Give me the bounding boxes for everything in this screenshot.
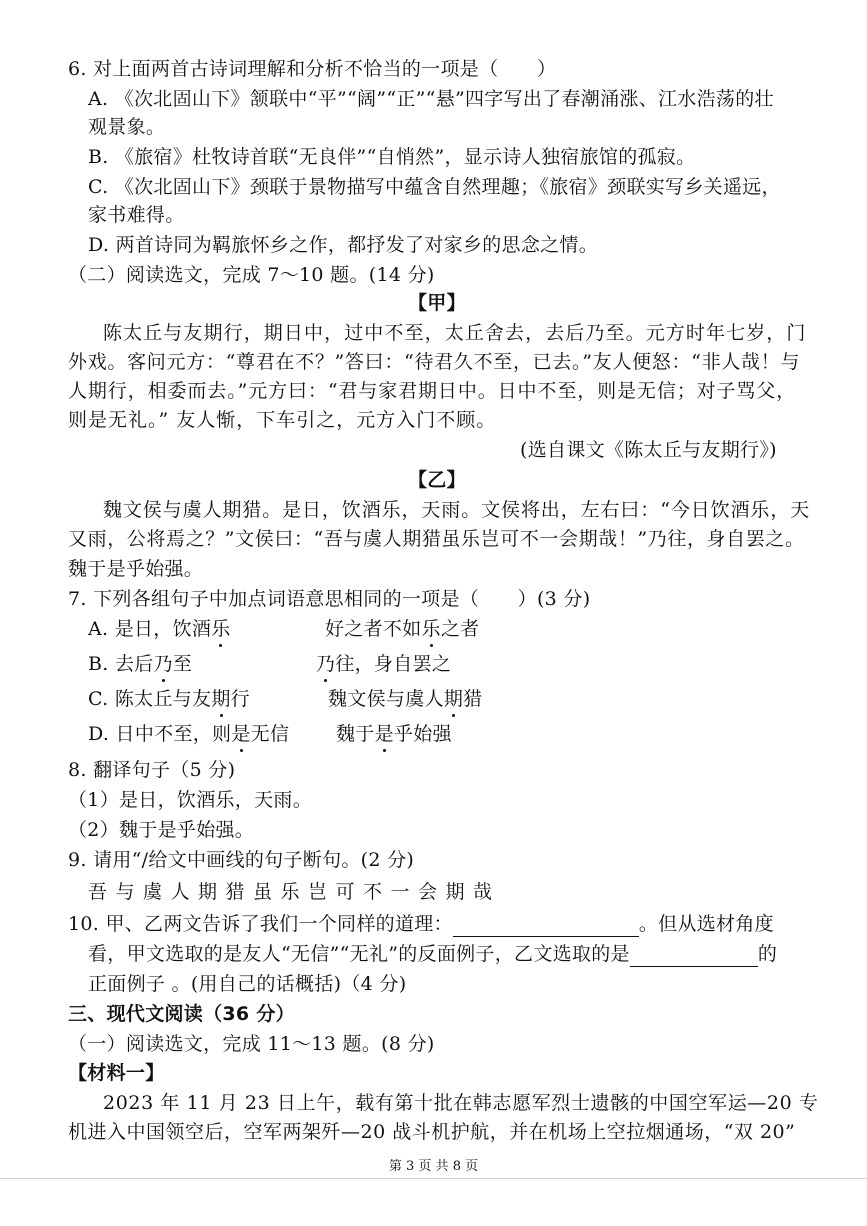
material-1-line1: 2023 年 11 月 23 日上午，载有第十批在韩志愿军烈士遗骸的中国空军运—20 专 xyxy=(103,1092,819,1114)
q9-sentence: 吾与虞人期猎虽乐岂可不一会期哉 xyxy=(88,881,501,903)
passage-yi-line3: 魏于是乎始强。 xyxy=(68,558,204,580)
q7-option-d-label: D. xyxy=(88,723,116,745)
q7-option-c-label: C. xyxy=(88,688,115,710)
q7-d-left-tail: 无信 xyxy=(250,723,290,745)
q7-b-left-text: 去后 xyxy=(114,653,154,675)
q7-b-right-tail: 往，身自罢之 xyxy=(335,653,452,675)
q7-c-right-tail: 猎 xyxy=(463,688,483,710)
q7-d-left-text: 日中不至，则 xyxy=(115,723,232,745)
q7-option-a-left xyxy=(88,616,231,642)
q7-b-left-dotted-word: 乃 xyxy=(153,653,173,675)
passage-jia-line4: 则是无礼。” 友人惭，下车引之，元方入门不顾。 xyxy=(68,409,497,431)
q7-stem: 7. 下列各组句子中加点词语意思相同的一项是（ ）(3 分) xyxy=(68,588,591,610)
q7-option-b-right xyxy=(316,651,451,677)
q7-option-d-left xyxy=(88,721,289,747)
q7-c-right-text: 魏文侯与虞人 xyxy=(328,688,444,710)
passage-jia-line2: 外戏。客问元方：“尊君在不？”答曰：“待君久不至，已去。”友人便怒：“非人哉！与 xyxy=(68,351,801,373)
q7-option-b-left xyxy=(88,651,192,677)
q10-line3: 正面例子 。(用自己的话概括)（4 分) xyxy=(88,973,407,995)
q7-d-right-text: 魏于 xyxy=(336,723,375,745)
passage-jia-title: 【甲】 xyxy=(408,292,466,314)
q7-c-left-dotted-word: 期 xyxy=(211,688,231,710)
q10-line2-text: 看，甲文选取的是友人“无信”“无礼”的反面例子，乙文选取的是 xyxy=(88,943,630,965)
q6-option-c-line2: 家书难得。 xyxy=(88,204,185,226)
q10-line1-tail: 。但从选材角度 xyxy=(638,913,774,935)
material-1-line2: 机进入中国领空后，空军两架歼—20 战斗机护航，并在机场上空拉烟通场，“双 20” xyxy=(68,1121,796,1143)
q10-line2 xyxy=(88,941,777,967)
q10-answer-blank-2[interactable] xyxy=(630,944,758,967)
q7-a-right-tail: 之者 xyxy=(440,618,480,640)
q7-option-b-label: B. xyxy=(88,653,115,675)
q7-a-right-dotted-word: 乐 xyxy=(421,618,441,640)
passage-jia-line1: 陈太丘与友期行，期日中，过中不至，太丘舍去，去后乃至。元方时年七岁，门 xyxy=(103,322,807,344)
passage-yi-line1: 魏文侯与虞人期猎。是日，饮酒乐，天雨。文侯将出，左右曰：“今日饮酒乐，天 xyxy=(103,499,811,521)
q6-option-a-line1: A. 《次北固山下》颔联中“平”“阔”“正”“悬”四字写出了春潮涌涨、江水浩荡的壮 xyxy=(88,88,774,110)
q7-option-a-label: A. xyxy=(88,618,115,640)
q7-option-a-right xyxy=(325,616,479,642)
passage-jia-line3: 人期行，相委而去。”元方曰：“君与家君期日中。日中不至，则是无信；对子骂父， xyxy=(68,380,797,402)
q6-stem: 6. 对上面两首古诗词理解和分析不恰当的一项是（ ） xyxy=(68,58,557,80)
q7-d-right-tail: 乎始强 xyxy=(393,723,452,745)
footer-divider xyxy=(0,1178,867,1179)
q7-option-c-right xyxy=(328,686,482,712)
passage-jia-source: (选自课文《陈太丘与友期行》) xyxy=(520,439,777,461)
q7-option-d-right xyxy=(336,721,452,747)
q10-line2-tail: 的 xyxy=(757,943,778,965)
q10-line1 xyxy=(68,911,774,937)
q6-option-b: B. 《旅宿》杜牧诗首联“无良伴”“自悄然”，显示诗人独宿旅馆的孤寂。 xyxy=(88,146,696,168)
q7-b-right-dotted-word: 乃 xyxy=(316,653,336,675)
q10-answer-blank-1[interactable] xyxy=(453,914,639,937)
q8-stem: 8. 翻译句子（5 分) xyxy=(68,759,236,781)
q6-option-c-line1: C. 《次北固山下》颈联于景物描写中蕴含自然理趣；《旅宿》颈联实写乡关遥远， xyxy=(88,176,781,198)
q9-stem: 9. 请用“/给文中画线的句子断句。(2 分) xyxy=(68,849,415,871)
q8-sentence-1: （1）是日，饮酒乐，天雨。 xyxy=(68,789,312,811)
q7-a-left-dotted-word: 乐 xyxy=(211,618,231,640)
passage-yi-title: 【乙】 xyxy=(408,469,466,491)
section-2-heading: （二）阅读选文，完成 7～10 题。(14 分) xyxy=(68,264,435,286)
page-number: 第 3 页 共 8 页 xyxy=(388,1159,479,1174)
passage-yi-line2: 又雨，公将焉之？”文侯曰：“吾与虞人期猎虽乐岂可不一会期哉！”乃往，身自罢之。 xyxy=(68,528,805,550)
q6-option-a-line2: 观景象。 xyxy=(88,116,166,138)
q7-d-left-dotted-word: 是 xyxy=(231,723,251,745)
section-3-heading: 三、现代文阅读（36 分） xyxy=(68,1003,295,1025)
q7-d-right-dotted-word: 是 xyxy=(374,723,394,745)
q7-a-left-text: 是日，饮酒 xyxy=(114,618,212,640)
q7-option-c-left xyxy=(88,686,250,712)
section-3-sub-heading: （一）阅读选文，完成 11～13 题。(8 分) xyxy=(68,1033,435,1055)
q7-a-right-text: 好之者不如 xyxy=(325,618,422,640)
q6-option-d: D. 两首诗同为羁旅怀乡之作，都抒发了对家乡的思念之情。 xyxy=(88,234,599,256)
material-1-title: 【材料一】 xyxy=(68,1062,165,1084)
q10-line1-text: 10. 甲、乙两文告诉了我们一个同样的道理： xyxy=(68,913,453,935)
q8-sentence-2: （2）魏于是乎始强。 xyxy=(68,819,255,841)
q7-c-right-dotted-word: 期 xyxy=(443,688,464,710)
q7-b-left-tail: 至 xyxy=(172,653,193,675)
q7-c-left-tail: 行 xyxy=(230,688,250,710)
q7-c-left-text: 陈太丘与友 xyxy=(114,688,212,710)
